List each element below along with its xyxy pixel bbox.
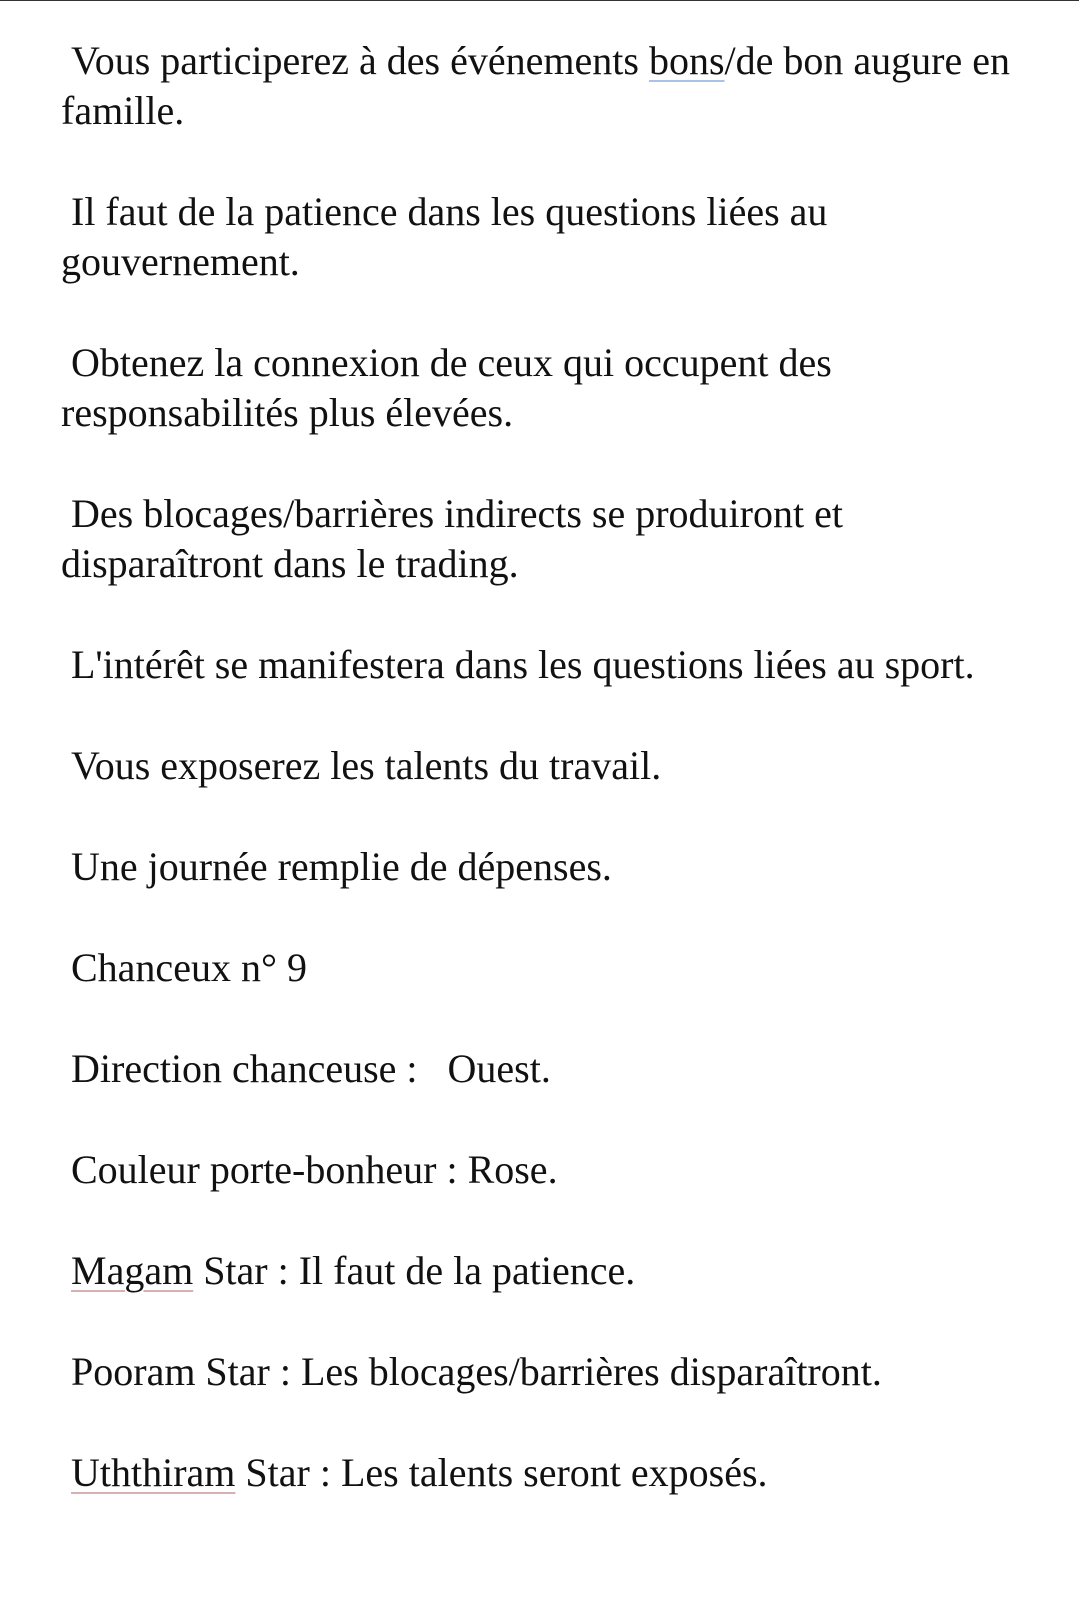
paragraph-work-talents: Vous exposerez les talents du travail. [61,743,662,788]
paragraph-government-patience: Il faut de la patience dans les questions liées au gouvernement. [61,189,838,284]
text-run: Star : Les talents seront exposés. [235,1450,768,1495]
text-run: Vous participerez à des événements [61,38,649,83]
paragraph-expenses: Une journée remplie de dépenses. [61,844,612,889]
paragraph-uththiram-star [61,1448,1051,1498]
text-run: Star : Il faut de la patience. [193,1248,636,1293]
paragraph-lucky-direction: Direction chanceuse : Ouest. [61,1046,551,1091]
paragraph-higher-connections: Obtenez la connexion de ceux qui occupent des responsabilités plus élevées. [61,340,842,435]
spelling-marked-word[interactable]: Uththiram [71,1450,236,1495]
paragraph-trading-blockages: Des blocages/barrières indirects se produiront et disparaîtront dans le trading. [61,491,853,586]
paragraph-lucky-number: Chanceux n° 9 [61,945,307,990]
top-border-line [0,0,1079,1]
grammar-marked-word[interactable]: bons [648,38,725,83]
text-run: /de bon augure en famille. [61,38,1020,133]
text-run [61,1450,71,1495]
paragraph-pooram-star: Pooram Star : Les blocages/barrières disparaîtront. [61,1349,882,1394]
document-body[interactable] [61,36,1051,1498]
paragraph-magam-star [61,1246,1051,1296]
paragraph-lucky-color: Couleur porte-bonheur : Rose. [61,1147,558,1192]
paragraph-sport-interest: L'intérêt se manifestera dans les questions liées au sport. [61,642,975,687]
paragraph-family-events [61,36,1051,136]
text-run [61,1248,71,1293]
spelling-marked-word[interactable]: Magam [71,1248,194,1293]
